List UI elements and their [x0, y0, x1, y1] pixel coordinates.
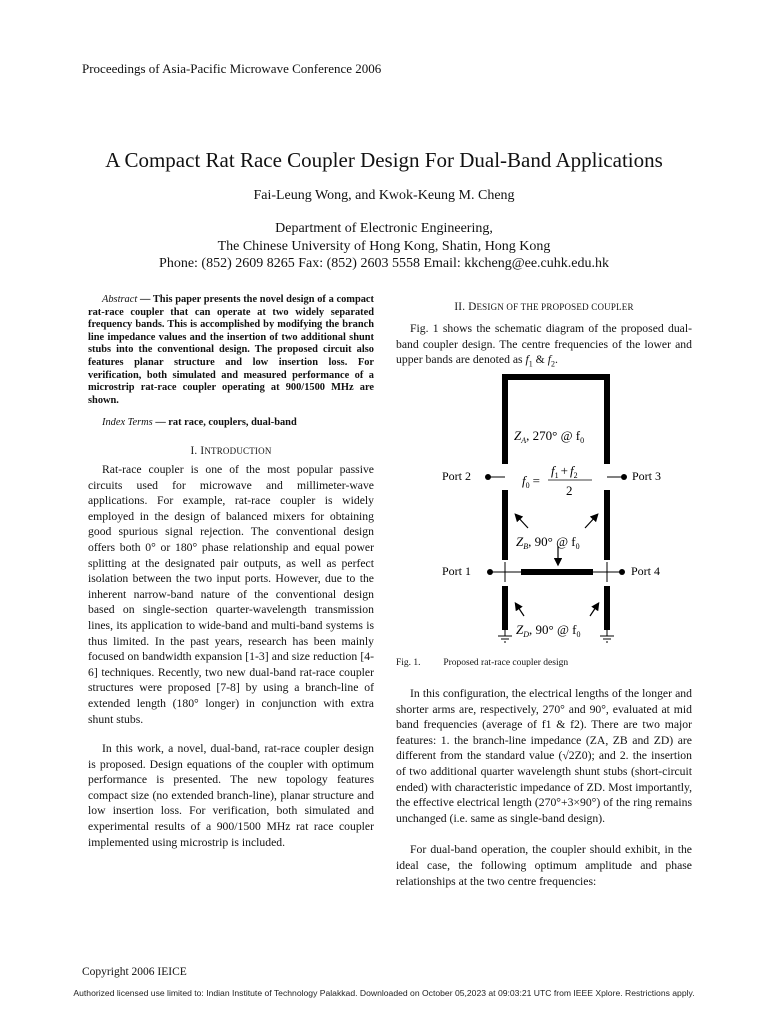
port4-label: Port 4: [631, 564, 661, 578]
affiliation-line-3: Phone: (852) 2609 8265 Fax: (852) 2603 5558 Email: kkcheng@ee.cuhk.edu.hk: [159, 256, 609, 271]
author-list: Fai-Leung Wong, and Kwok-Keung M. Cheng: [253, 188, 515, 203]
section-heading-introduction: [88, 444, 374, 460]
section-rest: ESIGN OF THE PROPOSED COUPLER: [476, 302, 634, 312]
abstract-label: Abstract: [102, 294, 138, 305]
f0-numerator: $f_1 + f_2$: [551, 463, 578, 480]
introduction-paragraph-2: In this work, a novel, dual-band, rat-race coupler design is proposed. Design equations of the coupler with optimum performance is presented. The new topology features compact size (no extended branch-line), planar structure and low insertion loss. For verification, both simulated and experimental results of a 900/1500 MHz rat race coupler implemented using microstrip is included.: [88, 742, 374, 849]
sub-1: 1: [528, 359, 533, 369]
design-body: [396, 686, 692, 889]
license-footer: Authorized licensed use limited to: Indian Institute of Technology Palakkad. Downloaded on October 05,2023 at 09:03:21 UTC from IEEE Xplore. Restrictions apply.: [73, 988, 695, 998]
abstract-text: — This paper presents the novel design of a compact rat-race coupler that can operate at two widely separated frequency bands. This is accomplished by modifying the branch line impedance values and the insertion of two additional shunt stubs into the conventional design. The proposed circuit also features planar structure and low insertion loss. For verification, both simulated and measured performance of a microstrip rat-race coupler operating at 900/1500 MHz are shown.: [88, 294, 375, 406]
port2-label: Port 2: [442, 469, 472, 483]
var-f: f: [525, 353, 529, 367]
period: .: [554, 353, 558, 367]
zd-stub-right: [604, 586, 610, 630]
zb-line-left: [502, 490, 508, 560]
za-line-top: [502, 374, 610, 380]
figure-caption: [396, 658, 568, 668]
design-paragraph-3: For dual-band operation, the coupler should exhibit, in the ideal case, the following optimum amplitude and phase relationships at the two centre frequencies:: [396, 843, 692, 888]
affiliation: [0, 220, 768, 273]
affiliation-line-1: Department of Electronic Engineering,: [275, 221, 493, 236]
section-initial: I: [200, 445, 205, 457]
design-text: Fig. 1 shows the schematic diagram of the proposed dual-band coupler design. The centre frequencies of the lower and upper bands are denoted as: [396, 322, 692, 367]
za-line-left: [502, 374, 508, 464]
section-rest: NTRODUCTION: [204, 446, 272, 456]
affiliation-line-2: The Chinese University of Hong Kong, Shatin, Hong Kong: [217, 238, 551, 254]
index-terms-label: Index Terms: [102, 417, 153, 428]
section-number: I.: [190, 445, 201, 457]
f0-equation: $f_0$ =: [522, 473, 540, 490]
copyright-notice: Copyright 2006 IEICE: [82, 966, 187, 978]
center-line: [521, 569, 593, 575]
section-heading-design: [396, 300, 692, 316]
section-initial: D: [468, 301, 477, 313]
za-line-right: [604, 374, 610, 464]
index-terms-text: — rat race, couplers, dual-band: [155, 417, 297, 428]
rat-race-coupler-figure: [420, 368, 680, 656]
figure-number: Fig. 1.: [396, 658, 421, 668]
introduction-paragraph-1: Rat-race coupler is one of the most popular passive circuits used for microwave and millimeter-wave applications. For example, rat-race coupler is widely employed in the design of balanced mixers for obtaining good spurious signal rejection. The conventional design offers both 0° or 180° phase relationship and equal power splitting at the designated pair outputs, as well as perfect isolation between the two input ports. However, due to the inherent narrow-band nature of the conventional design based on single-section quarter-wavelength transmission lines, its application to wide-band and multi-band systems is thus limited. In the past years, research has been mainly focused on bandwidth expansion [1-3] and size reduction [4-6] techniques. Recently, two new dual-band rat-race coupler structures were proposed [7-8] by using a branch-line of extended length (180° longer) in conjunction with extra shunt stubs.: [88, 463, 374, 726]
abstract: [88, 294, 374, 407]
zd-stub-left: [502, 586, 508, 630]
paper-title: A Compact Rat Race Coupler Design For Dual-Band Applications: [105, 148, 663, 172]
port2-dot: [485, 474, 491, 480]
design-paragraph-2: In this configuration, the electrical lengths of the longer and shorter arms are, respectively, 270° and 90°, evaluated at mid band frequencies (average of f1 & f2). There are two major features: 1. the branch-line impedance (ZA, ZB and ZD) are different from the standard value (√2Z0); and 2. the insertion of two additional quarter wavelength shunt stubs (short-circuit ended) with characteristic impedance of ZD. Most importantly, the effective electrical length (270°+3×90°) of the ring remains unchanged (i.e. same as single-band design).: [396, 687, 692, 825]
port1-dot: [487, 569, 493, 575]
port3-label: Port 3: [632, 469, 662, 483]
port4-dot: [619, 569, 625, 575]
index-terms: [88, 417, 374, 430]
arrow-zd-right: [590, 604, 598, 616]
var-f: f: [547, 353, 551, 367]
amp: &: [532, 353, 548, 367]
figure-caption-text: Proposed rat-race coupler design: [443, 658, 569, 668]
za-label: $Z_A$, 270° @ $f_0$: [514, 428, 585, 445]
conference-header: Proceedings of Asia-Pacific Microwave Conference 2006: [82, 61, 382, 76]
arrow-zb-left: [516, 515, 528, 528]
zb-label: $Z_B$, 90° @ $f_0$: [516, 534, 580, 551]
arrow-zb-right: [585, 515, 597, 528]
f0-denominator: 2: [566, 483, 573, 498]
port1-label: Port 1: [442, 564, 472, 578]
design-paragraph-1: [396, 321, 692, 372]
sub-2: 2: [550, 359, 555, 369]
section-number: II.: [454, 301, 469, 313]
zd-label: $Z_D$, 90° @ $f_0$: [516, 622, 581, 639]
arrow-zd-left: [516, 604, 524, 616]
zb-line-right: [604, 490, 610, 560]
port3-dot: [621, 474, 627, 480]
introduction-body: [88, 462, 374, 850]
